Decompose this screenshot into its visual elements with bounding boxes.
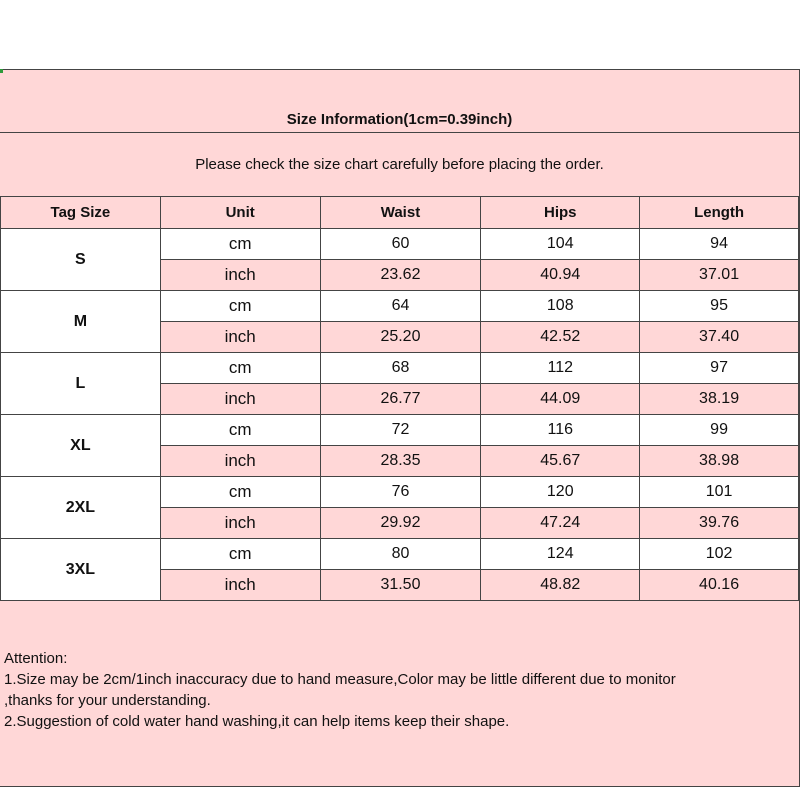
length-cell: 38.19: [640, 384, 799, 415]
header-unit: Unit: [160, 197, 320, 229]
length-cell: 99: [640, 415, 799, 446]
hips-cell: 42.52: [481, 322, 640, 353]
attention-line: ,thanks for your understanding.: [4, 692, 211, 709]
unit-cell: inch: [160, 508, 320, 539]
length-cell: 97: [640, 353, 799, 384]
table-row: [1, 539, 799, 570]
table-row: [1, 229, 799, 260]
header-waist: Waist: [320, 197, 481, 229]
hips-cell: 40.94: [481, 260, 640, 291]
waist-cell: 80: [320, 539, 481, 570]
tag-size-cell: XL: [1, 415, 161, 477]
unit-cell: cm: [160, 539, 320, 570]
length-cell: 39.76: [640, 508, 799, 539]
length-cell: 95: [640, 291, 799, 322]
unit-cell: inch: [160, 384, 320, 415]
waist-cell: 29.92: [320, 508, 481, 539]
table-header-row: [1, 197, 799, 229]
size-chart-sheet: [0, 69, 800, 787]
attention-line: 2.Suggestion of cold water hand washing,it can help items keep their shape.: [4, 713, 510, 730]
chart-title: [0, 70, 799, 132]
hips-cell: 124: [481, 539, 640, 570]
length-cell: 94: [640, 229, 799, 260]
table-row: [1, 415, 799, 446]
length-cell: 38.98: [640, 446, 799, 477]
waist-cell: 60: [320, 229, 481, 260]
hips-cell: 116: [481, 415, 640, 446]
order-notice: Please check the size chart carefully before placing the order.: [195, 155, 604, 173]
hips-cell: 44.09: [481, 384, 640, 415]
length-cell: 102: [640, 539, 799, 570]
waist-cell: 72: [320, 415, 481, 446]
table-row: [1, 477, 799, 508]
unit-cell: inch: [160, 322, 320, 353]
hips-cell: 120: [481, 477, 640, 508]
unit-cell: cm: [160, 477, 320, 508]
tag-size-cell: M: [1, 291, 161, 353]
waist-cell: 31.50: [320, 570, 481, 601]
size-table: [0, 196, 799, 601]
waist-cell: 76: [320, 477, 481, 508]
unit-cell: cm: [160, 353, 320, 384]
chart-title-text: Size Information(1cm=0.39inch): [286, 111, 513, 128]
hips-cell: 45.67: [481, 446, 640, 477]
unit-cell: inch: [160, 570, 320, 601]
tag-size-cell: S: [1, 229, 161, 291]
attention-notes: [4, 648, 794, 732]
header-length: Length: [640, 197, 799, 229]
attention-heading: Attention:: [4, 650, 68, 667]
corner-mark: [0, 69, 3, 73]
hips-cell: 108: [481, 291, 640, 322]
waist-cell: 68: [320, 353, 481, 384]
table-row: [1, 353, 799, 384]
unit-cell: inch: [160, 260, 320, 291]
length-cell: 37.40: [640, 322, 799, 353]
tag-size-cell: 2XL: [1, 477, 161, 539]
attention-line: 1.Size may be 2cm/1inch inaccuracy due to hand measure,Color may be little different due to monitor: [4, 671, 676, 688]
waist-cell: 23.62: [320, 260, 481, 291]
length-cell: 37.01: [640, 260, 799, 291]
waist-cell: 25.20: [320, 322, 481, 353]
waist-cell: 28.35: [320, 446, 481, 477]
hips-cell: 48.82: [481, 570, 640, 601]
hips-cell: 47.24: [481, 508, 640, 539]
tag-size-cell: L: [1, 353, 161, 415]
waist-cell: 64: [320, 291, 481, 322]
hips-cell: 104: [481, 229, 640, 260]
unit-cell: inch: [160, 446, 320, 477]
unit-cell: cm: [160, 229, 320, 260]
hips-cell: 112: [481, 353, 640, 384]
length-cell: 101: [640, 477, 799, 508]
header-tag-size: Tag Size: [1, 197, 161, 229]
header-hips: Hips: [481, 197, 640, 229]
table-row: [1, 291, 799, 322]
length-cell: 40.16: [640, 570, 799, 601]
unit-cell: cm: [160, 291, 320, 322]
waist-cell: 26.77: [320, 384, 481, 415]
unit-cell: cm: [160, 415, 320, 446]
tag-size-cell: 3XL: [1, 539, 161, 601]
size-table-body: [1, 229, 799, 601]
